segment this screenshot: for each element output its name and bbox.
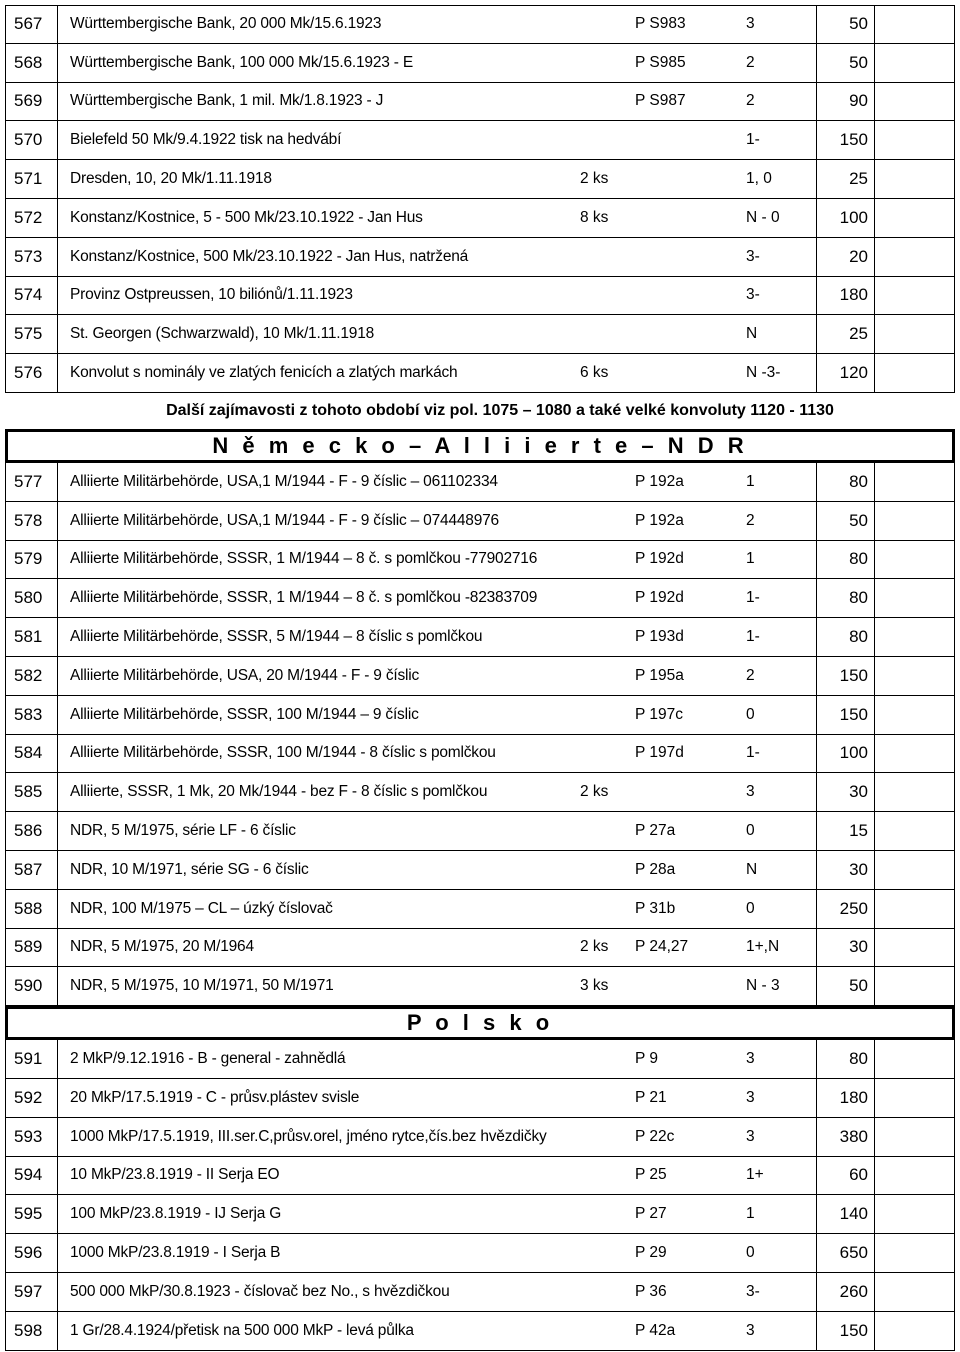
lot-number: 593: [5, 1118, 58, 1157]
table-row: [5, 618, 955, 657]
lot-grade: 1: [736, 1195, 816, 1234]
lot-number: 592: [5, 1079, 58, 1118]
lot-description: 500 000 MkP/30.8.1923 - číslovač bez No., s hvězdičkou: [58, 1273, 574, 1312]
empty-cell: [875, 1157, 955, 1196]
lot-grade: 1, 0: [736, 160, 816, 199]
catalog-number: [631, 238, 736, 277]
catalog-number: [631, 315, 736, 354]
catalog-number: P 192d: [631, 579, 736, 618]
lot-quantity: [574, 1079, 631, 1118]
lot-price: 20: [816, 238, 875, 277]
table-row: [5, 890, 955, 929]
catalog-number: P 28a: [631, 851, 736, 890]
lot-quantity: [574, 1118, 631, 1157]
lot-grade: 1-: [736, 121, 816, 160]
table-row: [5, 1234, 955, 1273]
catalog-number: P S987: [631, 83, 736, 122]
catalog-number: P 27a: [631, 812, 736, 851]
table-row: [5, 1079, 955, 1118]
lot-grade: N - 0: [736, 199, 816, 238]
lot-price: 80: [816, 463, 875, 502]
catalog-table: [5, 5, 955, 1351]
lot-grade: N: [736, 851, 816, 890]
catalog-number: P 197c: [631, 696, 736, 735]
lot-number: 580: [5, 579, 58, 618]
lot-description: Alliierte Militärbehörde, SSSR, 1 M/1944 – 8 č. s pomlčkou -82383709: [58, 579, 574, 618]
lot-price: 140: [816, 1195, 875, 1234]
lot-price: 30: [816, 851, 875, 890]
lot-number: 571: [5, 160, 58, 199]
lot-grade: 1-: [736, 735, 816, 774]
empty-cell: [875, 502, 955, 541]
lot-number: 574: [5, 277, 58, 316]
table-row: [5, 1040, 955, 1079]
lot-grade: 1+,N: [736, 929, 816, 968]
lot-quantity: [574, 463, 631, 502]
lot-number: 578: [5, 502, 58, 541]
catalog-number: P 24,27: [631, 929, 736, 968]
lot-description: Alliierte, SSSR, 1 Mk, 20 Mk/1944 - bez F - 8 číslic s pomlčkou: [58, 773, 574, 812]
lot-grade: N: [736, 315, 816, 354]
lot-grade: 2: [736, 657, 816, 696]
lot-grade: 3-: [736, 1273, 816, 1312]
catalog-number: [631, 967, 736, 1006]
lot-description: 1000 MkP/17.5.1919, III.ser.C,průsv.orel, jméno rytce,čís.bez hvězdičky: [58, 1118, 574, 1157]
empty-cell: [875, 1312, 955, 1351]
table-row: [5, 44, 955, 83]
lot-number: 577: [5, 463, 58, 502]
catalog-number: P 25: [631, 1157, 736, 1196]
lot-number: 594: [5, 1157, 58, 1196]
lot-description: Konstanz/Kostnice, 500 Mk/23.10.1922 - Jan Hus, natržená: [58, 238, 574, 277]
lot-quantity: [574, 1312, 631, 1351]
lot-price: 100: [816, 199, 875, 238]
catalog-number: P 31b: [631, 890, 736, 929]
lot-price: 380: [816, 1118, 875, 1157]
catalog-number: [631, 277, 736, 316]
lot-description: Dresden, 10, 20 Mk/1.11.1918: [58, 160, 574, 199]
lot-grade: 3: [736, 1079, 816, 1118]
empty-cell: [875, 890, 955, 929]
lot-price: 150: [816, 121, 875, 160]
lot-quantity: [574, 696, 631, 735]
lot-price: 80: [816, 579, 875, 618]
lot-price: 260: [816, 1273, 875, 1312]
table-row: [5, 1118, 955, 1157]
lot-number: 598: [5, 1312, 58, 1351]
empty-cell: [875, 160, 955, 199]
empty-cell: [875, 44, 955, 83]
empty-cell: [875, 121, 955, 160]
lot-description: 100 MkP/23.8.1919 - IJ Serja G: [58, 1195, 574, 1234]
lot-quantity: [574, 657, 631, 696]
empty-cell: [875, 238, 955, 277]
lot-description: Konvolut s nominály ve zlatých fenicích a zlatých markách: [58, 354, 574, 393]
lot-number: 584: [5, 735, 58, 774]
lot-grade: 3: [736, 1118, 816, 1157]
empty-cell: [875, 277, 955, 316]
lot-price: 30: [816, 773, 875, 812]
lot-grade: 0: [736, 812, 816, 851]
table-row: [5, 277, 955, 316]
lots-block-germany-local: [5, 5, 955, 393]
lot-quantity: 3 ks: [574, 967, 631, 1006]
table-row: [5, 812, 955, 851]
lot-description: Provinz Ostpreussen, 10 biliónů/1.11.1923: [58, 277, 574, 316]
lot-price: 150: [816, 696, 875, 735]
empty-cell: [875, 618, 955, 657]
lot-quantity: 8 ks: [574, 199, 631, 238]
table-row: [5, 121, 955, 160]
lot-quantity: [574, 579, 631, 618]
lot-grade: 2: [736, 83, 816, 122]
catalog-number: P S985: [631, 44, 736, 83]
lot-grade: N -3-: [736, 354, 816, 393]
empty-cell: [875, 1234, 955, 1273]
empty-cell: [875, 199, 955, 238]
empty-cell: [875, 83, 955, 122]
lot-description: NDR, 100 M/1975 – CL – úzký číslovač: [58, 890, 574, 929]
empty-cell: [875, 579, 955, 618]
lot-number: 588: [5, 890, 58, 929]
lot-grade: 0: [736, 1234, 816, 1273]
lot-number: 572: [5, 199, 58, 238]
catalog-number: [631, 354, 736, 393]
empty-cell: [875, 735, 955, 774]
lot-price: 50: [816, 5, 875, 44]
lot-description: 10 MkP/23.8.1919 - II Serja EO: [58, 1157, 574, 1196]
empty-cell: [875, 354, 955, 393]
lot-description: Württembergische Bank, 1 mil. Mk/1.8.1923 - J: [58, 83, 574, 122]
catalog-number: P 192a: [631, 502, 736, 541]
lot-number: 587: [5, 851, 58, 890]
lot-number: 582: [5, 657, 58, 696]
empty-cell: [875, 315, 955, 354]
empty-cell: [875, 696, 955, 735]
catalog-number: P 42a: [631, 1312, 736, 1351]
lot-description: 2 MkP/9.12.1916 - B - general - zahnědlá: [58, 1040, 574, 1079]
lot-grade: 3-: [736, 277, 816, 316]
empty-cell: [875, 1118, 955, 1157]
lot-price: 80: [816, 618, 875, 657]
lot-quantity: [574, 238, 631, 277]
lot-description: Württembergische Bank, 20 000 Mk/15.6.1923: [58, 5, 574, 44]
lot-number: 575: [5, 315, 58, 354]
empty-cell: [875, 657, 955, 696]
table-row: [5, 773, 955, 812]
lot-number: 585: [5, 773, 58, 812]
lot-number: 591: [5, 1040, 58, 1079]
lot-price: 80: [816, 1040, 875, 1079]
empty-cell: [875, 541, 955, 580]
lot-grade: 3: [736, 5, 816, 44]
lot-grade: 1+: [736, 1157, 816, 1196]
catalog-number: P 193d: [631, 618, 736, 657]
lot-grade: N - 3: [736, 967, 816, 1006]
lot-price: 30: [816, 929, 875, 968]
catalog-number: [631, 199, 736, 238]
empty-cell: [875, 773, 955, 812]
table-row: [5, 579, 955, 618]
table-row: [5, 851, 955, 890]
table-row: [5, 1312, 955, 1351]
lot-number: 589: [5, 929, 58, 968]
lot-description: NDR, 5 M/1975, 10 M/1971, 50 M/1971: [58, 967, 574, 1006]
catalog-number: P 9: [631, 1040, 736, 1079]
lot-number: 583: [5, 696, 58, 735]
section-heading-allied-gdr: N ě m e c k o – A l l i i e r t e – N D R: [5, 429, 955, 463]
lot-price: 120: [816, 354, 875, 393]
table-row: [5, 199, 955, 238]
lot-quantity: 2 ks: [574, 773, 631, 812]
lot-price: 25: [816, 160, 875, 199]
empty-cell: [875, 463, 955, 502]
lot-quantity: [574, 1157, 631, 1196]
table-row: [5, 657, 955, 696]
lot-quantity: [574, 1273, 631, 1312]
catalog-number: P 27: [631, 1195, 736, 1234]
lot-grade: 0: [736, 696, 816, 735]
lot-grade: 1-: [736, 618, 816, 657]
lot-quantity: [574, 851, 631, 890]
lot-price: 50: [816, 502, 875, 541]
lot-grade: 0: [736, 890, 816, 929]
lot-number: 590: [5, 967, 58, 1006]
catalog-number: P 29: [631, 1234, 736, 1273]
lot-description: Alliierte Militärbehörde, SSSR, 100 M/1944 – 9 číslic: [58, 696, 574, 735]
table-row: [5, 696, 955, 735]
table-row: [5, 160, 955, 199]
catalog-number: P 22c: [631, 1118, 736, 1157]
lot-quantity: 6 ks: [574, 354, 631, 393]
lot-price: 15: [816, 812, 875, 851]
lot-description: Alliierte Militärbehörde, SSSR, 1 M/1944 – 8 č. s pomlčkou -77902716: [58, 541, 574, 580]
empty-cell: [875, 812, 955, 851]
lots-block-poland: [5, 1040, 955, 1350]
lot-price: 25: [816, 315, 875, 354]
lot-quantity: [574, 83, 631, 122]
lot-grade: 3-: [736, 238, 816, 277]
lot-description: Alliierte Militärbehörde, SSSR, 5 M/1944 – 8 číslic s pomlčkou: [58, 618, 574, 657]
lot-price: 250: [816, 890, 875, 929]
lot-number: 569: [5, 83, 58, 122]
lot-quantity: [574, 735, 631, 774]
lot-description: NDR, 5 M/1975, série LF - 6 číslic: [58, 812, 574, 851]
lot-grade: 3: [736, 1040, 816, 1079]
lot-price: 50: [816, 44, 875, 83]
lot-number: 567: [5, 5, 58, 44]
empty-cell: [875, 1040, 955, 1079]
table-row: [5, 5, 955, 44]
lot-price: 150: [816, 1312, 875, 1351]
lot-number: 586: [5, 812, 58, 851]
empty-cell: [875, 851, 955, 890]
lot-number: 573: [5, 238, 58, 277]
lot-number: 576: [5, 354, 58, 393]
lot-description: 1000 MkP/23.8.1919 - I Serja B: [58, 1234, 574, 1273]
section-heading-poland: P o l s k o: [5, 1006, 955, 1040]
table-row: [5, 541, 955, 580]
lot-price: 650: [816, 1234, 875, 1273]
empty-cell: [875, 1079, 955, 1118]
lot-price: 180: [816, 277, 875, 316]
lot-description: Alliierte Militärbehörde, SSSR, 100 M/1944 - 8 číslic s pomlčkou: [58, 735, 574, 774]
catalog-number: P 197d: [631, 735, 736, 774]
catalog-number: P 192a: [631, 463, 736, 502]
lot-quantity: [574, 541, 631, 580]
catalog-number: P 36: [631, 1273, 736, 1312]
empty-cell: [875, 1195, 955, 1234]
lot-quantity: [574, 618, 631, 657]
lot-number: 579: [5, 541, 58, 580]
lot-price: 80: [816, 541, 875, 580]
table-row: [5, 1273, 955, 1312]
lot-description: 20 MkP/17.5.1919 - C - průsv.plástev svisle: [58, 1079, 574, 1118]
catalog-number: P 192d: [631, 541, 736, 580]
catalog-number: P 21: [631, 1079, 736, 1118]
empty-cell: [875, 5, 955, 44]
empty-cell: [875, 1273, 955, 1312]
lot-quantity: [574, 5, 631, 44]
lot-quantity: 2 ks: [574, 929, 631, 968]
lot-quantity: [574, 121, 631, 160]
lot-quantity: [574, 1234, 631, 1273]
lot-price: 180: [816, 1079, 875, 1118]
lot-quantity: 2 ks: [574, 160, 631, 199]
lot-quantity: [574, 1195, 631, 1234]
lot-description: Bielefeld 50 Mk/9.4.1922 tisk na hedvábí: [58, 121, 574, 160]
lot-description: St. Georgen (Schwarzwald), 10 Mk/1.11.1918: [58, 315, 574, 354]
table-row: [5, 463, 955, 502]
lot-number: 596: [5, 1234, 58, 1273]
lot-description: Alliierte Militärbehörde, USA, 20 M/1944 - F - 9 číslic: [58, 657, 574, 696]
lot-grade: 1: [736, 463, 816, 502]
catalog-number: [631, 160, 736, 199]
catalog-number: P S983: [631, 5, 736, 44]
lot-price: 100: [816, 735, 875, 774]
table-row: [5, 967, 955, 1006]
lot-quantity: [574, 315, 631, 354]
lot-quantity: [574, 890, 631, 929]
reference-note: Další zajímavosti z tohoto období viz pol. 1075 – 1080 a také velké konvoluty 1120 - 1130: [166, 401, 834, 419]
lot-quantity: [574, 277, 631, 316]
table-row: [5, 83, 955, 122]
lot-number: 581: [5, 618, 58, 657]
catalog-number: [631, 773, 736, 812]
lot-description: NDR, 5 M/1975, 20 M/1964: [58, 929, 574, 968]
lot-description: Württembergische Bank, 100 000 Mk/15.6.1923 - E: [58, 44, 574, 83]
lot-price: 90: [816, 83, 875, 122]
lot-description: Alliierte Militärbehörde, USA,1 M/1944 - F - 9 číslic – 074448976: [58, 502, 574, 541]
lot-description: 1 Gr/28.4.1924/přetisk na 500 000 MkP - levá půlka: [58, 1312, 574, 1351]
lot-description: Konstanz/Kostnice, 5 - 500 Mk/23.10.1922 - Jan Hus: [58, 199, 574, 238]
lot-number: 570: [5, 121, 58, 160]
lot-price: 60: [816, 1157, 875, 1196]
table-row: [5, 354, 955, 393]
lots-block-allied-gdr: [5, 463, 955, 1006]
lot-grade: 3: [736, 1312, 816, 1351]
table-row: [5, 238, 955, 277]
lot-grade: 3: [736, 773, 816, 812]
lot-quantity: [574, 44, 631, 83]
lot-number: 597: [5, 1273, 58, 1312]
table-row: [5, 502, 955, 541]
lot-grade: 2: [736, 502, 816, 541]
lot-number: 595: [5, 1195, 58, 1234]
lot-number: 568: [5, 44, 58, 83]
catalog-number: [631, 121, 736, 160]
lot-grade: 1: [736, 541, 816, 580]
empty-cell: [875, 967, 955, 1006]
lot-quantity: [574, 1040, 631, 1079]
table-row: [5, 1195, 955, 1234]
empty-cell: [875, 929, 955, 968]
lot-grade: 2: [736, 44, 816, 83]
lot-grade: 1-: [736, 579, 816, 618]
lot-quantity: [574, 812, 631, 851]
lot-price: 50: [816, 967, 875, 1006]
catalog-number: P 195a: [631, 657, 736, 696]
lot-price: 150: [816, 657, 875, 696]
table-row: [5, 929, 955, 968]
table-row: [5, 315, 955, 354]
lot-description: NDR, 10 M/1971, série SG - 6 číslic: [58, 851, 574, 890]
lot-quantity: [574, 502, 631, 541]
lot-description: Alliierte Militärbehörde, USA,1 M/1944 - F - 9 číslic – 061102334: [58, 463, 574, 502]
table-row: [5, 735, 955, 774]
table-row: [5, 1157, 955, 1196]
